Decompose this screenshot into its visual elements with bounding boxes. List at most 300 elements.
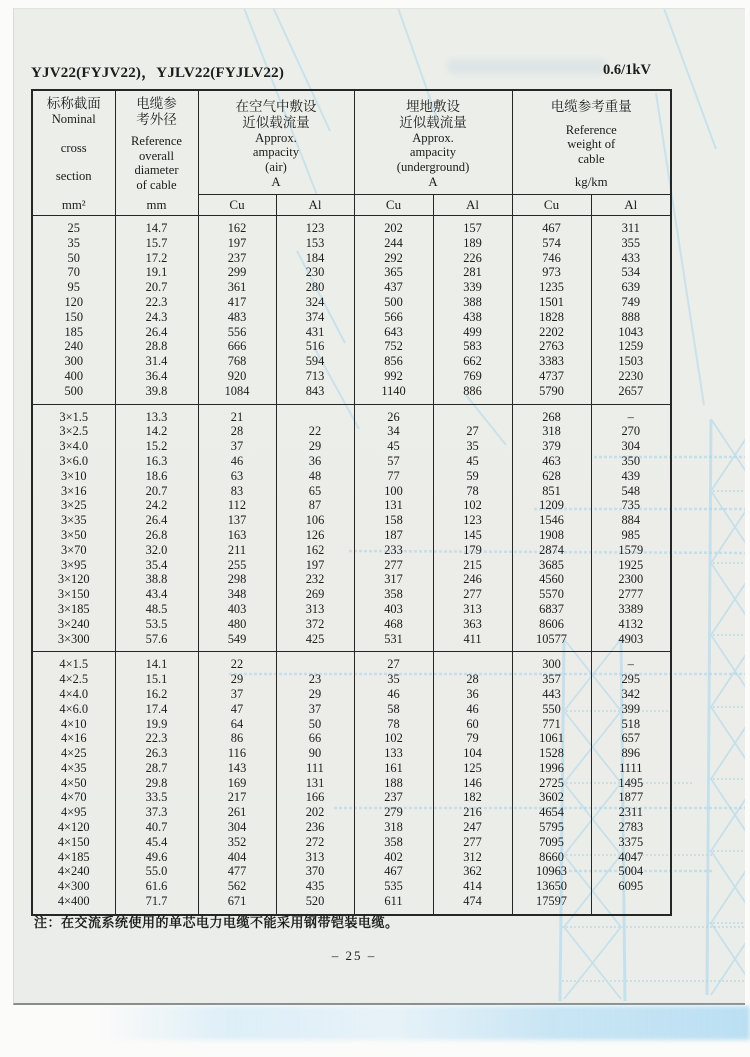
header-underground-zh2: 近似载流量 xyxy=(399,114,467,130)
table-row xyxy=(32,652,671,672)
cell-value: 104 xyxy=(433,746,512,761)
cell-value: 4132 xyxy=(591,617,671,632)
header-underground-zh1: 埋地敷设 xyxy=(406,98,460,114)
cell-value: 1877 xyxy=(591,790,671,805)
cell-value: 232 xyxy=(276,572,354,587)
cell-value: 556 xyxy=(198,325,276,340)
cell-value: 4737 xyxy=(512,369,591,384)
cell-value: 361 xyxy=(198,280,276,295)
cell-value: 411 xyxy=(433,632,512,652)
cell-value: 312 xyxy=(433,850,512,865)
table-row xyxy=(32,384,671,404)
cell-cross-section: 4×2.5 xyxy=(32,672,115,687)
cell-value: 1908 xyxy=(512,528,591,543)
cell-value: 318 xyxy=(354,820,433,835)
header-underground-en3: (underground) xyxy=(396,159,470,174)
cell-value: 769 xyxy=(433,369,512,384)
cell-value: 468 xyxy=(354,617,433,632)
table-row xyxy=(32,528,671,543)
cell-value: 295 xyxy=(591,672,671,687)
cell-value: 197 xyxy=(276,558,354,573)
cell-cross-section: 4×1.5 xyxy=(32,652,115,672)
cell-value: 2777 xyxy=(591,587,671,602)
cell-value: 106 xyxy=(276,513,354,528)
table-row xyxy=(32,632,671,652)
cell-value: 163 xyxy=(198,528,276,543)
cell-value: 417 xyxy=(198,295,276,310)
table-row xyxy=(32,850,671,865)
cell-cross-section: 3×35 xyxy=(32,513,115,528)
cell-value: 22.3 xyxy=(115,295,198,310)
page-header xyxy=(31,61,728,83)
cell-value: 131 xyxy=(354,498,433,513)
cell-value: 111 xyxy=(276,761,354,776)
cell-value xyxy=(433,652,512,672)
cell-value: 856 xyxy=(354,354,433,369)
cell-value: 112 xyxy=(198,498,276,513)
header-air-unit: A xyxy=(271,174,281,189)
cell-value: 352 xyxy=(198,835,276,850)
cell-value: 404 xyxy=(198,850,276,865)
cell-value: 53.5 xyxy=(115,617,198,632)
cell-value: 1209 xyxy=(512,498,591,513)
cell-value: 13.3 xyxy=(115,404,198,424)
cell-value: 1501 xyxy=(512,295,591,310)
cell-value: 671 xyxy=(198,894,276,915)
cell-value: 10963 xyxy=(512,864,591,879)
cell-value: 548 xyxy=(591,484,671,499)
cell-value: 59 xyxy=(433,469,512,484)
header-group-reference-weight xyxy=(512,90,671,195)
cell-cross-section: 3×70 xyxy=(32,543,115,558)
cell-value: 83 xyxy=(198,484,276,499)
header-weight-en1: Reference xyxy=(565,122,617,137)
cell-cross-section: 4×16 xyxy=(32,731,115,746)
cell-value: 230 xyxy=(276,265,354,280)
table-row xyxy=(32,746,671,761)
cell-value xyxy=(433,404,512,424)
cell-value: 34 xyxy=(354,424,433,439)
cell-value: 32.0 xyxy=(115,543,198,558)
cell-value: 244 xyxy=(354,236,433,251)
cell-value: 771 xyxy=(512,717,591,732)
cell-value: 483 xyxy=(198,310,276,325)
cell-value: – xyxy=(591,652,671,672)
cell-value: 255 xyxy=(198,558,276,573)
cell-value: 4654 xyxy=(512,805,591,820)
cell-value: 583 xyxy=(433,339,512,354)
cell-value: 8660 xyxy=(512,850,591,865)
cell-value: 324 xyxy=(276,295,354,310)
header-diameter-zh2: 考外径 xyxy=(136,112,177,127)
cell-value: 182 xyxy=(433,790,512,805)
cell-value: 26.8 xyxy=(115,528,198,543)
cell-value: 20.7 xyxy=(115,280,198,295)
cell-value: 29 xyxy=(276,687,354,702)
table-row xyxy=(32,543,671,558)
cell-cross-section: 3×50 xyxy=(32,528,115,543)
subheader-underground-cu: Cu xyxy=(354,195,433,216)
cell-value: 102 xyxy=(433,498,512,513)
cell-value: 16.3 xyxy=(115,454,198,469)
table-row xyxy=(32,339,671,354)
cell-value: 920 xyxy=(198,369,276,384)
cell-value: 202 xyxy=(276,805,354,820)
cell-value: 162 xyxy=(198,216,276,236)
cell-value: 467 xyxy=(354,864,433,879)
cell-value: 37 xyxy=(198,687,276,702)
cell-cross-section: 4×120 xyxy=(32,820,115,835)
cell-value: 36.4 xyxy=(115,369,198,384)
cell-cross-section: 3×4.0 xyxy=(32,439,115,454)
table-row xyxy=(32,558,671,573)
cell-value: 313 xyxy=(276,602,354,617)
cell-value: 277 xyxy=(354,558,433,573)
cell-value: 197 xyxy=(198,236,276,251)
header-weight-en3: cable xyxy=(577,151,605,166)
table-row xyxy=(32,513,671,528)
cell-value: 63 xyxy=(198,469,276,484)
cell-value: 157 xyxy=(433,216,512,236)
cell-value: 15.2 xyxy=(115,439,198,454)
header-section-en1: Nominal xyxy=(51,112,96,126)
table-row xyxy=(32,310,671,325)
subheader-air-al: Al xyxy=(276,195,354,216)
cell-value: 437 xyxy=(354,280,433,295)
cell-value: 1259 xyxy=(591,339,671,354)
cell-value: 292 xyxy=(354,251,433,266)
cell-value: 433 xyxy=(591,251,671,266)
table-row xyxy=(32,702,671,717)
cell-value: 31.4 xyxy=(115,354,198,369)
cell-value: 4047 xyxy=(591,850,671,865)
cell-value: 64 xyxy=(198,717,276,732)
cell-value: 116 xyxy=(198,746,276,761)
table-row xyxy=(32,717,671,732)
cell-value: 985 xyxy=(591,528,671,543)
cell-value: 131 xyxy=(276,776,354,791)
cell-value: 1925 xyxy=(591,558,671,573)
cell-value: 357 xyxy=(512,672,591,687)
cell-cross-section: 150 xyxy=(32,310,115,325)
cable-ampacity-table xyxy=(31,89,672,916)
cell-value: 2202 xyxy=(512,325,591,340)
subheader-weight-cu: Cu xyxy=(512,195,591,216)
cell-value: 35 xyxy=(433,439,512,454)
cell-value: 179 xyxy=(433,543,512,558)
cell-value: 1503 xyxy=(591,354,671,369)
cell-value: 280 xyxy=(276,280,354,295)
cell-value: 10577 xyxy=(512,632,591,652)
footnote: 注：在交流系统使用的单芯电力电缆不能采用钢带铠装电缆。 xyxy=(34,915,399,930)
table-row xyxy=(32,354,671,369)
cell-value: 28 xyxy=(433,672,512,687)
cell-value: 78 xyxy=(354,717,433,732)
cell-value: 46 xyxy=(198,454,276,469)
table-row xyxy=(32,672,671,687)
cell-value: 1546 xyxy=(512,513,591,528)
table-row xyxy=(32,617,671,632)
cell-value: 414 xyxy=(433,879,512,894)
cell-value: 49.6 xyxy=(115,850,198,865)
cell-value: 888 xyxy=(591,310,671,325)
header-diameter-zh1: 电缆参 xyxy=(136,96,177,111)
cell-cross-section: 3×185 xyxy=(32,602,115,617)
cell-value: 973 xyxy=(512,265,591,280)
cell-value: 24.3 xyxy=(115,310,198,325)
cell-value: 187 xyxy=(354,528,433,543)
cell-cross-section: 120 xyxy=(32,295,115,310)
cell-value: 6837 xyxy=(512,602,591,617)
cell-value: 37 xyxy=(198,439,276,454)
table-block-four-core xyxy=(32,652,671,915)
cell-value: 746 xyxy=(512,251,591,266)
cell-value: 666 xyxy=(198,339,276,354)
table-row xyxy=(32,236,671,251)
cell-cross-section: 3×16 xyxy=(32,484,115,499)
cell-value: 886 xyxy=(433,384,512,404)
cell-cross-section: 4×35 xyxy=(32,761,115,776)
cell-value: 749 xyxy=(591,295,671,310)
cell-value: 851 xyxy=(512,484,591,499)
cell-cross-section: 3×240 xyxy=(32,617,115,632)
cell-value xyxy=(276,652,354,672)
cell-value: 137 xyxy=(198,513,276,528)
cell-value: 237 xyxy=(198,251,276,266)
header-group-ampacity-air xyxy=(198,90,354,195)
cell-cross-section: 4×400 xyxy=(32,894,115,915)
header-air-en3: (air) xyxy=(265,159,287,174)
cell-value: 896 xyxy=(591,746,671,761)
cell-cross-section: 95 xyxy=(32,280,115,295)
subheader-weight-al: Al xyxy=(591,195,671,216)
cell-value: 339 xyxy=(433,280,512,295)
cell-value: 1579 xyxy=(591,543,671,558)
cell-cross-section: 35 xyxy=(32,236,115,251)
cell-value: 45 xyxy=(354,439,433,454)
cell-value: 365 xyxy=(354,265,433,280)
cell-value: 22 xyxy=(276,424,354,439)
table-row xyxy=(32,602,671,617)
cell-value: 467 xyxy=(512,216,591,236)
subheader-underground-al: Al xyxy=(433,195,512,216)
cell-value: 16.2 xyxy=(115,687,198,702)
cell-value: 161 xyxy=(354,761,433,776)
cell-value: 22.3 xyxy=(115,731,198,746)
cell-value: 3602 xyxy=(512,790,591,805)
cell-value: 2300 xyxy=(591,572,671,587)
cell-value: 17.4 xyxy=(115,702,198,717)
cell-value xyxy=(276,404,354,424)
cell-value: 399 xyxy=(591,702,671,717)
cell-value: 133 xyxy=(354,746,433,761)
cell-value: 57.6 xyxy=(115,632,198,652)
header-air-en1: Approx. xyxy=(255,130,297,145)
header-air-zh1: 在空气中敷设 xyxy=(235,98,317,114)
cell-value: 7095 xyxy=(512,835,591,850)
cell-value: 28.7 xyxy=(115,761,198,776)
header-section-unit: mm² xyxy=(61,197,86,212)
cell-value: 317 xyxy=(354,572,433,587)
cell-value: 158 xyxy=(354,513,433,528)
table-row xyxy=(32,761,671,776)
header-section-en2: cross xyxy=(60,140,87,155)
table-row xyxy=(32,805,671,820)
table-row xyxy=(32,265,671,280)
cell-value: 125 xyxy=(433,761,512,776)
cell-cross-section: 25 xyxy=(32,216,115,236)
cell-value: 65 xyxy=(276,484,354,499)
cell-value: 550 xyxy=(512,702,591,717)
cell-value: 29 xyxy=(198,672,276,687)
cell-value xyxy=(591,894,671,915)
cell-value: 374 xyxy=(276,310,354,325)
table-row xyxy=(32,776,671,791)
cell-value: 425 xyxy=(276,632,354,652)
cell-value: 643 xyxy=(354,325,433,340)
cell-value: 279 xyxy=(354,805,433,820)
cell-value: 261 xyxy=(198,805,276,820)
cell-value: – xyxy=(591,404,671,424)
cell-cross-section: 185 xyxy=(32,325,115,340)
cell-value: 29.8 xyxy=(115,776,198,791)
cell-value: 27 xyxy=(433,424,512,439)
cell-value: 1996 xyxy=(512,761,591,776)
cell-value: 1528 xyxy=(512,746,591,761)
cell-value: 277 xyxy=(433,835,512,850)
cell-value: 531 xyxy=(354,632,433,652)
cell-value: 480 xyxy=(198,617,276,632)
header-group-ampacity-underground xyxy=(354,90,512,195)
cell-value: 499 xyxy=(433,325,512,340)
cell-value: 145 xyxy=(433,528,512,543)
document-page xyxy=(13,8,745,1005)
table-row xyxy=(32,790,671,805)
cell-value: 348 xyxy=(198,587,276,602)
cell-value: 500 xyxy=(354,295,433,310)
cell-value: 735 xyxy=(591,498,671,513)
cell-value: 27 xyxy=(354,652,433,672)
table-row xyxy=(32,835,671,850)
cell-value: 153 xyxy=(276,236,354,251)
cell-cross-section: 70 xyxy=(32,265,115,280)
cell-cross-section: 3×2.5 xyxy=(32,424,115,439)
cell-value: 36 xyxy=(433,687,512,702)
cell-value: 126 xyxy=(276,528,354,543)
table-header xyxy=(32,90,671,216)
cell-value: 189 xyxy=(433,236,512,251)
cell-value: 40.7 xyxy=(115,820,198,835)
cell-value: 752 xyxy=(354,339,433,354)
cell-value: 246 xyxy=(433,572,512,587)
cell-cross-section: 240 xyxy=(32,339,115,354)
table-row xyxy=(32,864,671,879)
cell-value: 33.5 xyxy=(115,790,198,805)
cell-value: 57 xyxy=(354,454,433,469)
cell-value: 6095 xyxy=(591,879,671,894)
cell-value: 342 xyxy=(591,687,671,702)
cell-cross-section: 4×240 xyxy=(32,864,115,879)
cell-cross-section: 4×4.0 xyxy=(32,687,115,702)
cell-value: 520 xyxy=(276,894,354,915)
cell-value: 46 xyxy=(433,702,512,717)
cell-value: 611 xyxy=(354,894,433,915)
cell-value: 19.1 xyxy=(115,265,198,280)
header-diameter-en2: overall xyxy=(139,148,174,163)
cell-value: 534 xyxy=(591,265,671,280)
cell-value: 29 xyxy=(276,439,354,454)
cell-value: 217 xyxy=(198,790,276,805)
cell-value: 1140 xyxy=(354,384,433,404)
cell-value: 474 xyxy=(433,894,512,915)
cell-value: 13650 xyxy=(512,879,591,894)
cell-value: 2763 xyxy=(512,339,591,354)
header-weight-zh: 电缆参考重量 xyxy=(550,98,632,114)
cell-cross-section: 3×1.5 xyxy=(32,404,115,424)
cell-value: 5570 xyxy=(512,587,591,602)
table-row xyxy=(32,439,671,454)
cell-value: 3375 xyxy=(591,835,671,850)
cell-value: 843 xyxy=(276,384,354,404)
cell-cross-section: 500 xyxy=(32,384,115,404)
cell-value: 363 xyxy=(433,617,512,632)
cell-value: 2657 xyxy=(591,384,671,404)
cell-value: 226 xyxy=(433,251,512,266)
cell-value: 43.4 xyxy=(115,587,198,602)
cell-value: 1061 xyxy=(512,731,591,746)
cell-value: 8606 xyxy=(512,617,591,632)
cell-value: 35 xyxy=(354,672,433,687)
cell-value: 15.7 xyxy=(115,236,198,251)
cell-value: 350 xyxy=(591,454,671,469)
cell-cross-section: 4×25 xyxy=(32,746,115,761)
page-number: – 25 – xyxy=(331,948,377,963)
cell-cross-section: 4×70 xyxy=(32,790,115,805)
cell-value: 2874 xyxy=(512,543,591,558)
cell-value: 439 xyxy=(591,469,671,484)
cell-value: 123 xyxy=(433,513,512,528)
cell-value: 22 xyxy=(198,652,276,672)
cell-value: 215 xyxy=(433,558,512,573)
table-block-single-core xyxy=(32,216,671,405)
cell-value: 298 xyxy=(198,572,276,587)
cell-value: 268 xyxy=(512,404,591,424)
cell-value: 662 xyxy=(433,354,512,369)
cell-value: 884 xyxy=(591,513,671,528)
table-row xyxy=(32,424,671,439)
table-row xyxy=(32,820,671,835)
table-row xyxy=(32,404,671,424)
cell-value: 1235 xyxy=(512,280,591,295)
cell-cross-section: 3×300 xyxy=(32,632,115,652)
cell-value: 1495 xyxy=(591,776,671,791)
table-row xyxy=(32,484,671,499)
cell-value: 388 xyxy=(433,295,512,310)
cell-value: 318 xyxy=(512,424,591,439)
cell-value: 26 xyxy=(354,404,433,424)
cell-value: 304 xyxy=(198,820,276,835)
header-nominal-cross-section xyxy=(32,90,115,216)
table-row xyxy=(32,572,671,587)
cell-value: 1828 xyxy=(512,310,591,325)
cell-value: 594 xyxy=(276,354,354,369)
cell-value: 46 xyxy=(354,687,433,702)
cell-value: 566 xyxy=(354,310,433,325)
cell-value: 402 xyxy=(354,850,433,865)
cell-value: 36 xyxy=(276,454,354,469)
cell-value: 24.2 xyxy=(115,498,198,513)
scan-artifact-band xyxy=(100,1006,750,1040)
